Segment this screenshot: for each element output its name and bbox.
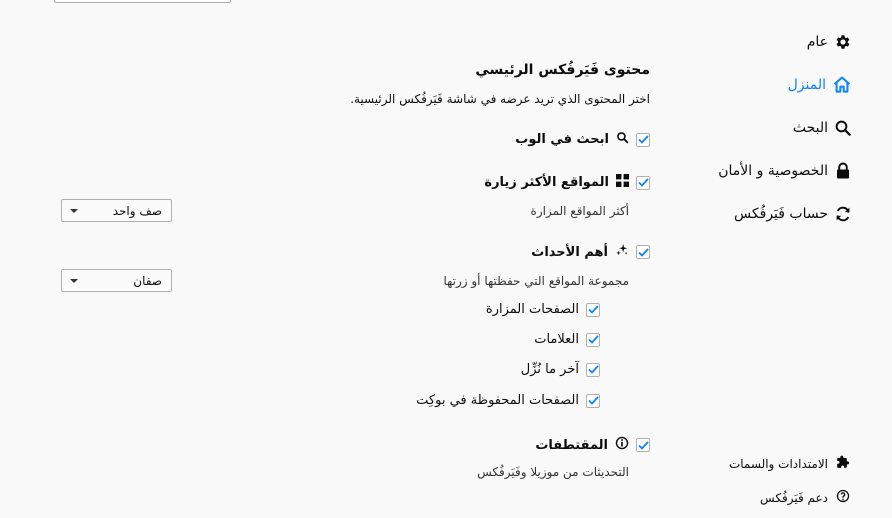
snippets-checkbox[interactable]: [636, 438, 650, 452]
puzzle-icon: [836, 455, 850, 472]
home-icon: [832, 75, 852, 95]
snippets-label: المقتطفات: [535, 437, 608, 453]
sidebar-item-home[interactable]: [788, 75, 852, 95]
page-title: محتوى فَيَرفُكس الرئيسي: [475, 62, 650, 78]
lock-icon: [834, 162, 852, 180]
highlights-checkbox[interactable]: [636, 245, 650, 259]
bookmarks-checkbox[interactable]: [586, 333, 600, 347]
sidebar-item-label: المنزل: [787, 77, 826, 93]
sidebar-item-label: عام: [806, 34, 828, 50]
highlights-option[interactable]: [531, 243, 650, 261]
chevron-down-icon: [70, 279, 78, 283]
pocket-pages-label: الصفحات المحفوظة في بوكِت: [416, 393, 579, 408]
web-search-checkbox[interactable]: [636, 133, 650, 147]
recent-downloads-checkbox[interactable]: [586, 363, 600, 377]
highlights-description: مجموعة المواقع التي حفظتها أو زرتها: [443, 274, 629, 288]
sparkle-icon: [615, 243, 629, 261]
snippets-option[interactable]: [535, 436, 650, 454]
chevron-down-icon: [70, 209, 78, 213]
top-sites-rows-select[interactable]: [61, 199, 172, 222]
pocket-pages-checkbox[interactable]: [586, 394, 600, 408]
sidebar-item-privacy[interactable]: [718, 162, 852, 180]
firefox-support-link[interactable]: [760, 489, 850, 506]
sidebar-item-label: حساب فَيَرفُكس: [734, 206, 828, 222]
footer-label: دعم فَيَرفُكس: [760, 490, 828, 505]
footer-label: الامتدادات والسمات: [728, 456, 828, 471]
grid-icon: [616, 174, 629, 191]
search-icon: [834, 119, 852, 137]
info-icon: [615, 436, 629, 454]
gear-icon: [834, 33, 852, 51]
extensions-themes-link[interactable]: [729, 455, 850, 472]
sidebar-item-label: البحث: [792, 120, 828, 136]
top-sites-label: المواقع الأكثر زيارة: [484, 175, 609, 190]
web-search-option[interactable]: [515, 131, 650, 148]
top-sites-checkbox[interactable]: [636, 176, 650, 190]
sidebar-item-general[interactable]: [807, 33, 852, 51]
snippets-description: التحديثات من موزيلا وفَيَرفُكس: [477, 465, 629, 479]
select-value: صفان: [133, 273, 162, 288]
select-value: صف واحد: [112, 203, 162, 218]
page-description: اختر المحتوى الذي تريد عرضه في شاشة فَيَرفُكس الرئيسية.: [350, 92, 650, 106]
visited-pages-checkbox[interactable]: [586, 303, 600, 317]
visited-pages-label: الصفحات المزارة: [485, 302, 579, 317]
bookmarks-label: العلامات: [534, 332, 579, 347]
find-in-options-input[interactable]: [54, 0, 231, 3]
highlights-downloads-option[interactable]: [521, 362, 600, 377]
sidebar-item-search[interactable]: [793, 119, 852, 137]
search-icon: [616, 131, 629, 148]
highlights-pocket-option[interactable]: [416, 393, 600, 408]
help-icon: [836, 489, 850, 506]
highlights-visited-option[interactable]: [486, 302, 600, 317]
highlights-label: أهم الأحداث: [531, 244, 608, 260]
web-search-label: ابحث في الوب: [515, 132, 609, 147]
recent-downloads-label: آخر ما نُزِّل: [520, 362, 579, 377]
sync-icon: [834, 205, 852, 223]
sidebar-item-sync[interactable]: [734, 205, 852, 223]
highlights-bookmarks-option[interactable]: [534, 332, 600, 347]
highlights-rows-select[interactable]: [61, 269, 172, 292]
sidebar-item-label: الخصوصية و الأمان: [718, 163, 828, 179]
top-sites-description: أكثر المواقع المزارة: [530, 204, 629, 218]
top-sites-option[interactable]: [484, 174, 650, 191]
